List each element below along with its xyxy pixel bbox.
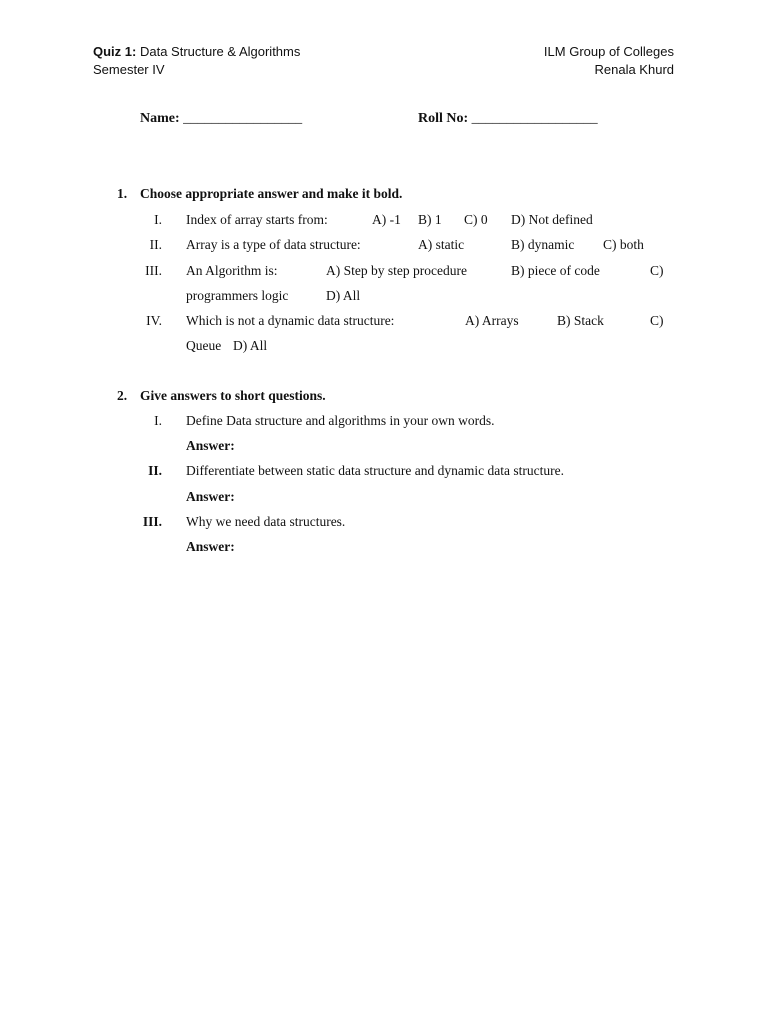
sq2-answer-label: Answer: [186,489,235,504]
q1-option-b: B) 1 [418,212,442,227]
roll-field [418,111,598,127]
q4-text: Which is not a dynamic data structure: [186,313,395,328]
q4-option-a: A) Arrays [465,313,519,328]
roll-label: Roll No: [418,111,469,126]
sq3-answer-label: Answer: [186,539,235,554]
name-field [140,111,302,127]
q1-option-c: C) 0 [464,212,488,227]
q3-text: An Algorithm is: [186,263,278,278]
quiz-title [93,44,300,59]
sq1-numeral: I. [154,413,162,428]
name-label: Name: [140,111,180,126]
q1-option-a: A) -1 [372,212,401,227]
q4-option-c: C) [650,313,664,328]
q3-numeral: III. [145,263,162,278]
roll-blank: __________________ [471,111,598,126]
sq1-text: Define Data structure and algorithms in your own words. [186,413,495,428]
sq2-text: Differentiate between static data structure and dynamic data structure. [186,463,564,478]
name-blank: _________________ [183,111,303,126]
q2-numeral: II. [149,237,162,252]
q2-option-a: A) static [418,237,465,252]
q1-numeral: I. [154,212,162,227]
q2-text: Array is a type of data structure: [186,237,361,252]
college-location: Renala Khurd [594,62,674,77]
semester-label: Semester IV [93,62,165,77]
q3-option-a: A) Step by step procedure [326,263,467,278]
section1-title: Choose appropriate answer and make it bold. [140,186,403,201]
college-name: ILM Group of Colleges [543,44,674,59]
q3-option-c: C) [650,263,664,278]
q3-option-b: B) piece of code [511,263,600,278]
q1-text: Index of array starts from: [186,212,328,227]
q2-option-c: C) both [603,237,644,252]
section2-title: Give answers to short questions. [140,388,326,403]
sq1-answer-label: Answer: [186,438,235,453]
q4-continuation: Queue [186,338,222,353]
q4-option-b: B) Stack [557,313,604,328]
q3-option-d: D) All [326,288,361,303]
q4-numeral: IV. [146,313,162,328]
section2-number: 2. [117,388,128,403]
section1-number: 1. [117,186,128,201]
sq3-text: Why we need data structures. [186,514,346,529]
quiz-label: Quiz 1: [93,44,137,59]
sq2-numeral: II. [148,463,162,478]
q2-option-b: B) dynamic [511,237,575,252]
q3-continuation: programmers logic [186,288,289,303]
subject-label: Data Structure & Algorithms [139,44,301,59]
q4-option-d: D) All [233,338,268,353]
sq3-numeral: III. [142,514,162,529]
q1-option-d: D) Not defined [511,212,593,227]
